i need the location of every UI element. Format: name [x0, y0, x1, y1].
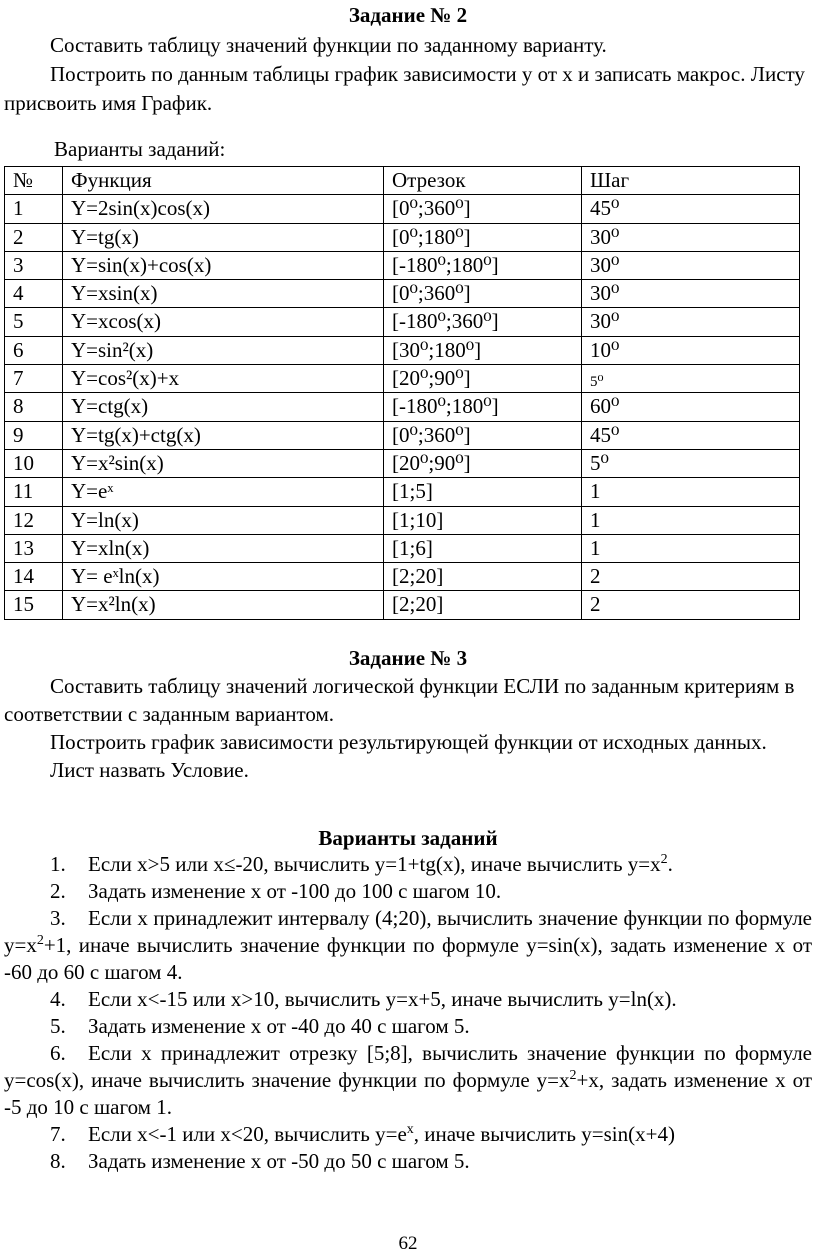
cell-segment: [0⁰;360⁰]: [384, 280, 582, 308]
table-row: [5, 449, 800, 477]
cell-number: 3: [5, 251, 63, 279]
task3-variants-title: Варианты заданий: [318, 826, 498, 850]
list-item-number: 3.: [50, 906, 66, 930]
list-item-number: 6.: [50, 1041, 66, 1065]
list-item-superscript: 2: [660, 852, 668, 867]
cell-segment: [30⁰;180⁰]: [384, 336, 582, 364]
cell-function: Y=tg(x): [63, 223, 384, 251]
cell-step: 1: [582, 506, 800, 534]
list-item-text: Если x принадлежит интервалу (4;20), вычислить значение функции по формуле y=x: [4, 906, 812, 957]
page-number: 62: [398, 1233, 418, 1254]
list-item-text: Задать изменение x от -40 до 40 с шагом 5.: [88, 1014, 470, 1038]
list-item: [4, 1121, 812, 1148]
cell-segment: [0⁰;180⁰]: [384, 223, 582, 251]
variants-table: [4, 166, 800, 620]
table-row: [5, 365, 800, 393]
cell-function: Y=sin²(x): [63, 336, 384, 364]
list-item: [4, 851, 812, 878]
cell-number: 9: [5, 421, 63, 449]
cell-function: Y=tg(x)+ctg(x): [63, 421, 384, 449]
list-item-text: Если x<-15 или x>10, вычислить y=x+5, иначе вычислить y=ln(x).: [88, 987, 677, 1011]
header-segment: Отрезок: [384, 167, 582, 195]
table-row: [5, 506, 800, 534]
list-item-text: Если x принадлежит отрезку [5;8], вычислить значение функции по формуле y=cos(x), иначе вычислить значение функции по формуле y=x: [4, 1041, 812, 1092]
table-row: [5, 393, 800, 421]
cell-function: Y=xcos(x): [63, 308, 384, 336]
cell-segment: [-180⁰;180⁰]: [384, 251, 582, 279]
list-item-text-continued: , иначе вычислить y=sin(x+4): [413, 1122, 675, 1146]
cell-segment: [20⁰;90⁰]: [384, 365, 582, 393]
list-item-text: Если x<-1 или x<20, вычислить y=e: [88, 1122, 407, 1146]
list-item-number: 2.: [50, 879, 66, 903]
task3-paragraph-3: Лист назвать Условие.: [50, 758, 249, 782]
cell-step: 30⁰: [582, 280, 800, 308]
cell-function: Y=sin(x)+cos(x): [63, 251, 384, 279]
task2-body: [4, 31, 812, 118]
table-row: [5, 336, 800, 364]
task3-variants-list: [4, 851, 812, 1175]
cell-step: 2: [582, 563, 800, 591]
cell-number: 11: [5, 478, 63, 506]
table-body: [5, 195, 800, 619]
list-item-superscript: 2: [36, 933, 44, 948]
cell-segment: [1;6]: [384, 534, 582, 562]
cell-function: Y= eˣln(x): [63, 563, 384, 591]
cell-function: Y=x²sin(x): [63, 449, 384, 477]
cell-segment: [20⁰;90⁰]: [384, 449, 582, 477]
cell-step: 5⁰: [582, 365, 800, 393]
cell-step: 5⁰: [582, 449, 800, 477]
cell-number: 1: [5, 195, 63, 223]
task3-heading: Задание № 3: [348, 646, 468, 670]
cell-step: 2: [582, 591, 800, 619]
table-row: [5, 534, 800, 562]
cell-segment: [-180⁰;180⁰]: [384, 393, 582, 421]
cell-number: 5: [5, 308, 63, 336]
list-item-text: Задать изменение x от -50 до 50 с шагом 5.: [88, 1149, 470, 1173]
cell-step: 45⁰: [582, 421, 800, 449]
cell-segment: [-180⁰;360⁰]: [384, 308, 582, 336]
task2-paragraph-1: Составить таблицу значений функции по заданному варианту.: [50, 33, 607, 57]
task2-heading: Задание № 2: [348, 3, 468, 27]
cell-step: 10⁰: [582, 336, 800, 364]
cell-segment: [1;5]: [384, 478, 582, 506]
list-item: [4, 1148, 812, 1175]
list-item-text-continued: +x, задать изменение x от -5 до 10 с шагом 1.: [4, 1068, 813, 1119]
table-row: [5, 421, 800, 449]
list-item-superscript: x: [406, 1122, 414, 1137]
cell-number: 7: [5, 365, 63, 393]
cell-step: 60⁰: [582, 393, 800, 421]
cell-number: 14: [5, 563, 63, 591]
table-header-row: [5, 167, 800, 195]
list-item: [4, 905, 812, 986]
list-item-text: Задать изменение x от -100 до 100 с шагом 10.: [88, 879, 502, 903]
cell-step: 1: [582, 478, 800, 506]
task3-paragraph-2: Построить график зависимости результирующей функции от исходных данных.: [50, 730, 767, 754]
list-item-number: 4.: [50, 987, 66, 1011]
list-item-number: 5.: [50, 1014, 66, 1038]
cell-segment: [0⁰;360⁰]: [384, 421, 582, 449]
table-row: [5, 251, 800, 279]
table-row: [5, 223, 800, 251]
cell-function: Y=cos²(x)+x: [63, 365, 384, 393]
task3-paragraph-1: Составить таблицу значений логической функции ЕСЛИ по заданным критериям в соответствии с заданным вариантом.: [4, 674, 795, 726]
header-function: Функция: [63, 167, 384, 195]
list-item: [4, 1040, 812, 1121]
table-row: [5, 563, 800, 591]
list-item-text-continued: .: [667, 852, 673, 876]
cell-number: 6: [5, 336, 63, 364]
cell-step: 45⁰: [582, 195, 800, 223]
table-row: [5, 195, 800, 223]
table-row: [5, 591, 800, 619]
cell-step: 30⁰: [582, 251, 800, 279]
cell-segment: [1;10]: [384, 506, 582, 534]
cell-segment: [0⁰;360⁰]: [384, 195, 582, 223]
cell-function: Y=ln(x): [63, 506, 384, 534]
table-row: [5, 280, 800, 308]
cell-step: 30⁰: [582, 223, 800, 251]
list-item: [4, 986, 812, 1013]
list-item-text-continued: +1, иначе вычислить значение функции по формуле y=sin(x), задать изменение x от -60 до 60 с шагом 4.: [4, 933, 812, 984]
header-step: Шаг: [582, 167, 800, 195]
list-item-number: 8.: [50, 1149, 66, 1173]
cell-function: Y=xln(x): [63, 534, 384, 562]
cell-number: 13: [5, 534, 63, 562]
cell-function: Y=xsin(x): [63, 280, 384, 308]
cell-step: 1: [582, 534, 800, 562]
cell-number: 8: [5, 393, 63, 421]
cell-number: 12: [5, 506, 63, 534]
cell-function: Y=2sin(x)cos(x): [63, 195, 384, 223]
task3-body: [4, 672, 812, 784]
cell-function: Y=x²ln(x): [63, 591, 384, 619]
task2-variants-label: Варианты заданий:: [54, 137, 226, 161]
cell-segment: [2;20]: [384, 591, 582, 619]
cell-step: 30⁰: [582, 308, 800, 336]
list-item: [4, 878, 812, 905]
list-item-text: Если x>5 или x≤-20, вычислить y=1+tg(x), иначе вычислить y=x: [88, 852, 661, 876]
list-item-superscript: 2: [569, 1068, 577, 1083]
cell-number: 4: [5, 280, 63, 308]
header-number: №: [5, 167, 63, 195]
cell-segment: [2;20]: [384, 563, 582, 591]
cell-number: 2: [5, 223, 63, 251]
list-item-number: 7.: [50, 1122, 66, 1146]
list-item: [4, 1013, 812, 1040]
table-row: [5, 308, 800, 336]
list-item-number: 1.: [50, 852, 66, 876]
task2-paragraph-2: Построить по данным таблицы график зависимости у от х и записать макрос. Листу присвоить имя График.: [4, 62, 805, 115]
cell-function: Y=ctg(x): [63, 393, 384, 421]
cell-number: 15: [5, 591, 63, 619]
cell-number: 10: [5, 449, 63, 477]
cell-function: Y=eˣ: [63, 478, 384, 506]
table-row: [5, 478, 800, 506]
